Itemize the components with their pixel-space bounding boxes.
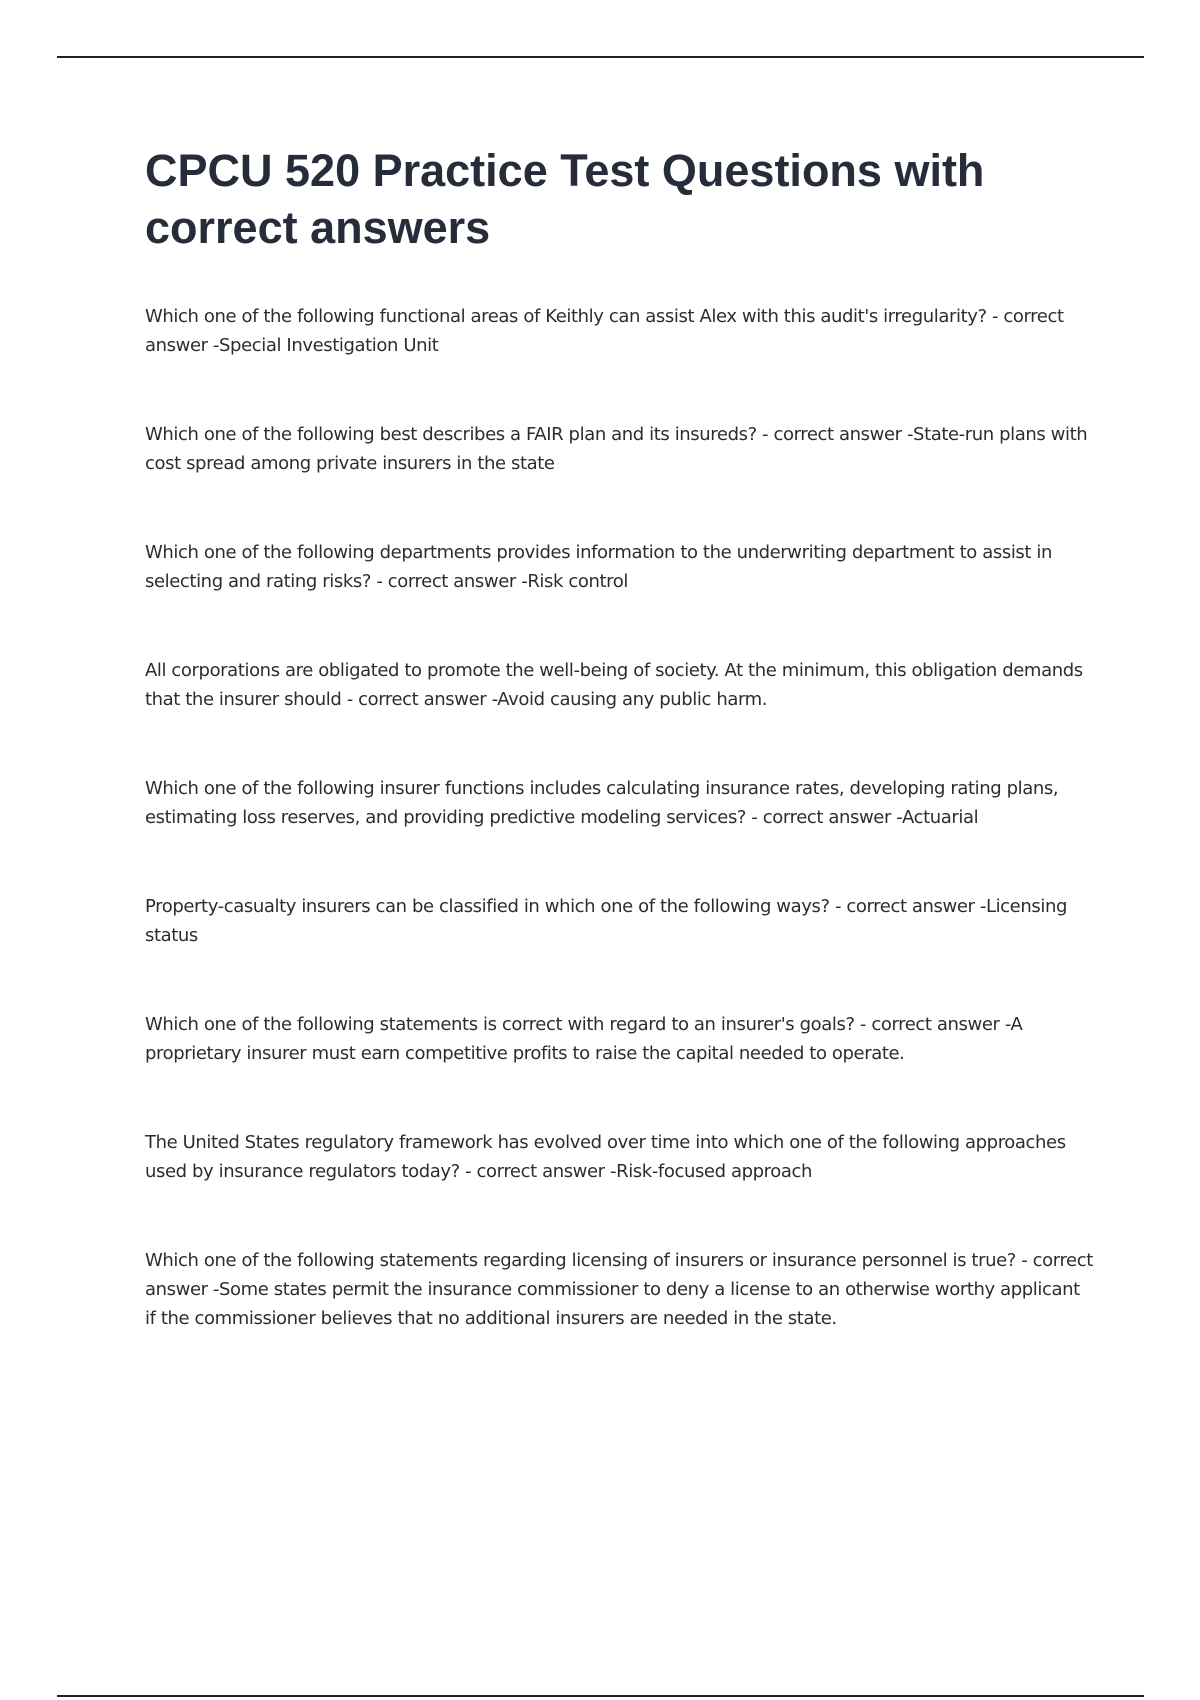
page-title: CPCU 520 Practice Test Questions with correct answers — [145, 145, 985, 253]
qa-item-8: The United States regulatory framework has evolved over time into which one of the following approaches used by insurance regulators today? - correct answer -Risk-focused approach — [145, 1132, 1066, 1182]
qa-item-1: Which one of the following functional areas of Keithly can assist Alex with this audit's irregularity? - correct answer -Special Investigation Unit — [145, 306, 1064, 356]
qa-item-6: Property-casualty insurers can be classified in which one of the following ways? - correct answer -Licensing status — [145, 896, 1067, 946]
qa-list — [145, 302, 1095, 1393]
qa-item-2: Which one of the following best describes a FAIR plan and its insureds? - correct answer -State-run plans with cost spread among private insurers in the state — [145, 424, 1088, 474]
qa-item-7: Which one of the following statements is correct with regard to an insurer's goals? - correct answer -A proprietary insurer must earn competitive profits to raise the capital needed to operate. — [145, 1014, 1023, 1064]
qa-item-5: Which one of the following insurer functions includes calculating insurance rates, developing rating plans, estimating loss reserves, and providing predictive modeling services? - correct answer -Actuarial — [145, 778, 1059, 828]
qa-item-9: Which one of the following statements regarding licensing of insurers or insurance personnel is true? - correct answer -Some states permit the insurance commissioner to deny a license to an otherwise worthy applicant if the commissioner believes that no additional insurers are needed in the state. — [145, 1250, 1093, 1329]
top-rule — [57, 56, 1144, 58]
bottom-rule — [57, 1695, 1144, 1697]
qa-item-4: All corporations are obligated to promote the well-being of society. At the minimum, this obligation demands that the insurer should - correct answer -Avoid causing any public harm. — [145, 660, 1083, 710]
qa-item-3: Which one of the following departments provides information to the underwriting department to assist in selecting and rating risks? - correct answer -Risk control — [145, 542, 1052, 592]
